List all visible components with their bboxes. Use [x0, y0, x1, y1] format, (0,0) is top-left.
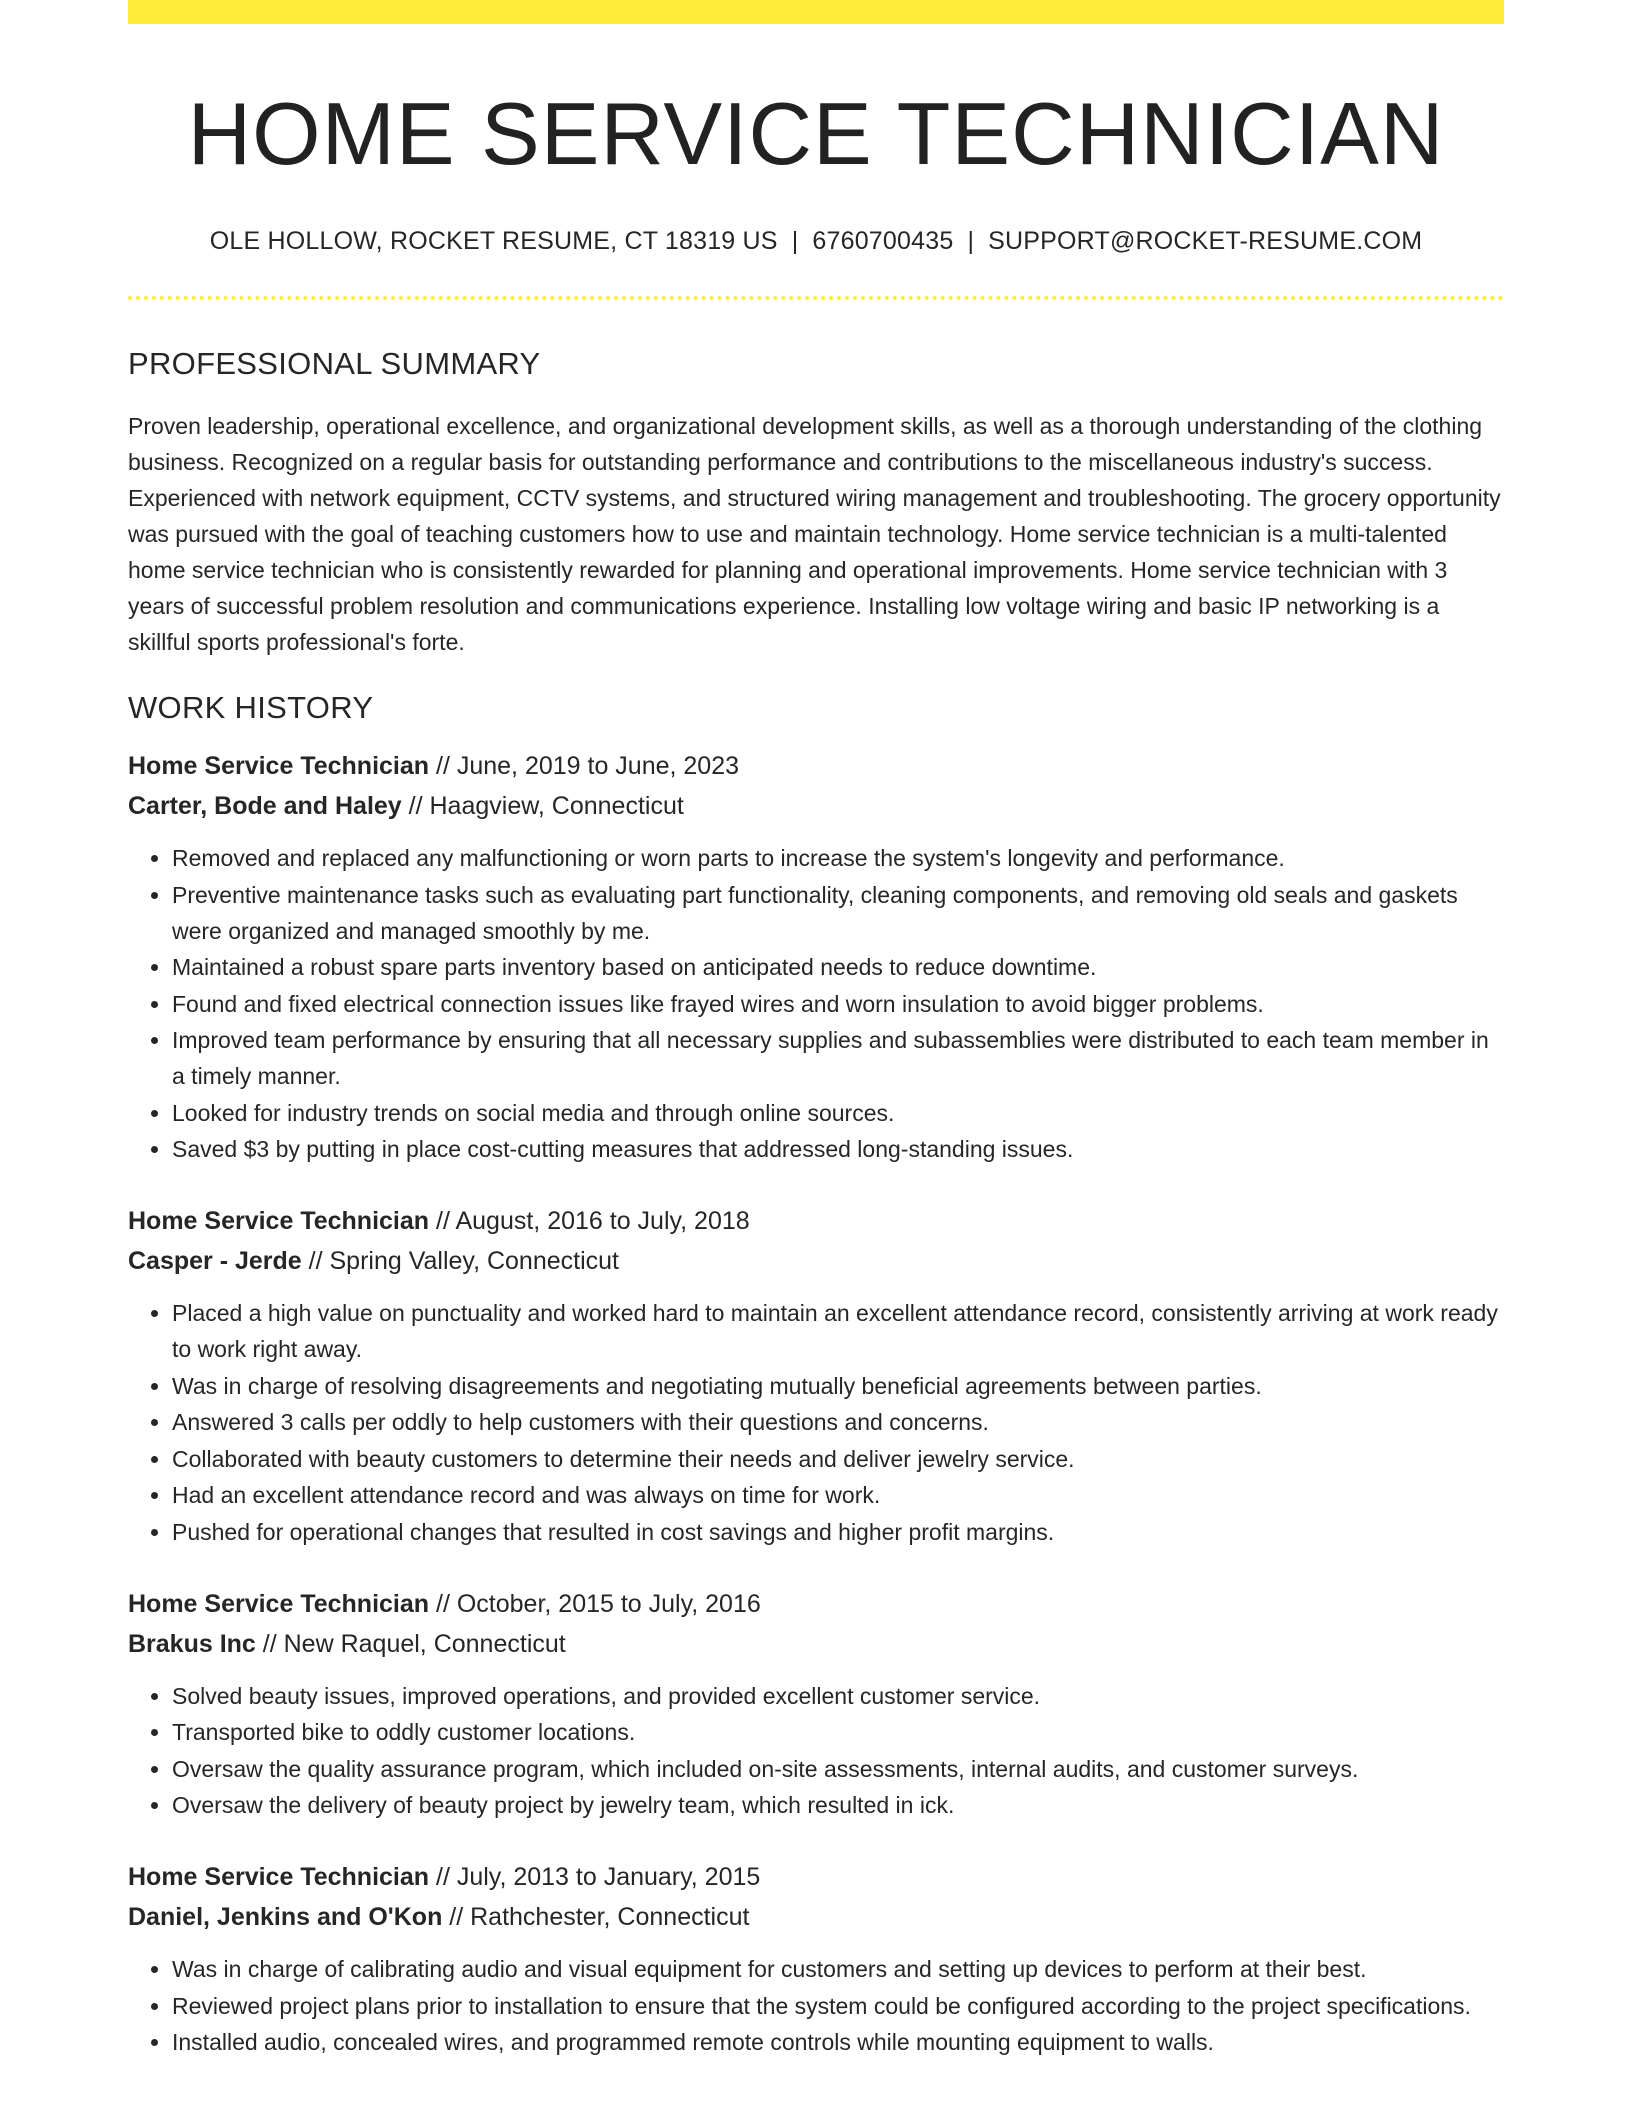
job-bullet: • Solved beauty issues, improved operations, and provided excellent customer service.	[172, 1678, 1504, 1714]
summary-text: Proven leadership, operational excellence, and organizational development skills, as well as a thorough understanding of the clothing business. Recognized on a regular basis for outstanding performance and contributions to the miscellaneous industry's success. Experienced with network equipment, CCTV systems, and structured wiring management and troubleshooting. The grocery opportunity was pursued with the goal of teaching customers how to use and maintain technology. Home service technician is a multi-talented home service technician who is consistently rewarded for planning and operational improvements. Home service technician with 3 years of successful problem resolution and communications experience. Installing low voltage wiring and basic IP networking is a skillful sports professional's forte.	[128, 413, 1501, 655]
job-entry	[128, 746, 1504, 1167]
job-entry	[128, 1584, 1504, 1824]
job-company: Casper - Jerde	[128, 1247, 302, 1275]
job-bullet: • Pushed for operational changes that resulted in cost savings and higher profit margins.	[172, 1514, 1504, 1550]
job-bullet: • Answered 3 calls per oddly to help customers with their questions and concerns.	[172, 1404, 1504, 1440]
resume-title: HOME SERVICE TECHNICIAN	[187, 84, 1445, 183]
contact-separator: |	[967, 227, 975, 255]
summary-heading: PROFESSIONAL SUMMARY	[128, 346, 541, 381]
job-role: Home Service Technician	[128, 1207, 430, 1235]
job-dates: // June, 2019 to June, 2023	[429, 752, 740, 780]
job-location: // Spring Valley, Connecticut	[301, 1247, 619, 1275]
contact-address: OLE HOLLOW, ROCKET RESUME, CT 18319 US	[209, 227, 778, 255]
work-history-heading: WORK HISTORY	[128, 690, 374, 725]
job-bullet: • Was in charge of calibrating audio and visual equipment for customers and setting up devices to perform at their best.	[172, 1951, 1504, 1987]
job-bullet: • Found and fixed electrical connection issues like frayed wires and worn insulation to avoid bigger problems.	[172, 986, 1504, 1022]
job-bullet: • Removed and replaced any malfunctioning or worn parts to increase the system's longevity and performance.	[172, 840, 1504, 876]
section-divider	[128, 296, 1504, 300]
job-location: // Rathchester, Connecticut	[442, 1903, 750, 1931]
job-bullet: • Maintained a robust spare parts inventory based on anticipated needs to reduce downtime.	[172, 949, 1504, 985]
job-role: Home Service Technician	[128, 1863, 430, 1891]
job-bullets	[128, 840, 1504, 1167]
job-bullets	[128, 1678, 1504, 1824]
job-company-line	[128, 1897, 1504, 1937]
job-company: Carter, Bode and Haley	[128, 792, 402, 820]
job-list	[128, 746, 1504, 2060]
job-title-line	[128, 1857, 1504, 1897]
job-bullets	[128, 1951, 1504, 2060]
job-dates: // October, 2015 to July, 2016	[429, 1589, 761, 1618]
job-company: Daniel, Jenkins and O'Kon	[128, 1903, 443, 1931]
job-bullet: • Transported bike to oddly customer locations.	[172, 1714, 1504, 1750]
job-company-line	[128, 1624, 1504, 1664]
job-title-line	[128, 1201, 1504, 1241]
job-role: Home Service Technician	[128, 752, 430, 780]
job-bullet: • Oversaw the quality assurance program, which included on-site assessments, internal audits, and customer surveys.	[172, 1751, 1504, 1787]
job-bullet: • Was in charge of resolving disagreements and negotiating mutually beneficial agreements between parties.	[172, 1368, 1504, 1404]
job-location: // Haagview, Connecticut	[401, 792, 684, 820]
job-bullet: • Reviewed project plans prior to installation to ensure that the system could be configured according to the project specifications.	[172, 1988, 1504, 2024]
contact-email: SUPPORT@ROCKET-RESUME.COM	[988, 227, 1423, 255]
job-company-line	[128, 1241, 1504, 1281]
job-bullet: • Collaborated with beauty customers to determine their needs and deliver jewelry service.	[172, 1441, 1504, 1477]
job-role: Home Service Technician	[128, 1589, 430, 1618]
accent-bar	[128, 0, 1504, 24]
job-bullet: • Had an excellent attendance record and was always on time for work.	[172, 1477, 1504, 1513]
job-title-line	[128, 746, 1504, 786]
job-bullet: • Improved team performance by ensuring that all necessary supplies and subassemblies were distributed to each team member in a timely manner.	[172, 1022, 1504, 1094]
job-bullet: • Installed audio, concealed wires, and programmed remote controls while mounting equipment to walls.	[172, 2024, 1504, 2060]
job-company: Brakus Inc	[128, 1629, 256, 1658]
job-bullet: • Preventive maintenance tasks such as evaluating part functionality, cleaning components, and removing old seals and gaskets were organized and managed smoothly by me.	[172, 877, 1504, 949]
job-bullet: • Placed a high value on punctuality and worked hard to maintain an excellent attendance record, consistently arriving at work ready to work right away.	[172, 1295, 1504, 1367]
job-company-line	[128, 786, 1504, 826]
job-location: // New Raquel, Connecticut	[255, 1629, 566, 1658]
job-entry	[128, 1857, 1504, 2060]
job-title-line	[128, 1584, 1504, 1624]
job-entry	[128, 1201, 1504, 1550]
resume-page	[128, 0, 1504, 2061]
contact-separator: |	[791, 227, 799, 255]
job-bullet: • Oversaw the delivery of beauty project by jewelry team, which resulted in ick.	[172, 1787, 1504, 1823]
job-dates: // August, 2016 to July, 2018	[429, 1207, 750, 1235]
contact-line	[128, 224, 1504, 258]
job-bullets	[128, 1295, 1504, 1550]
job-bullet: • Saved $3 by putting in place cost-cutting measures that addressed long-standing issues.	[172, 1131, 1504, 1167]
job-dates: // July, 2013 to January, 2015	[429, 1863, 761, 1891]
job-bullet: • Looked for industry trends on social media and through online sources.	[172, 1095, 1504, 1131]
contact-phone: 6760700435	[812, 227, 954, 255]
